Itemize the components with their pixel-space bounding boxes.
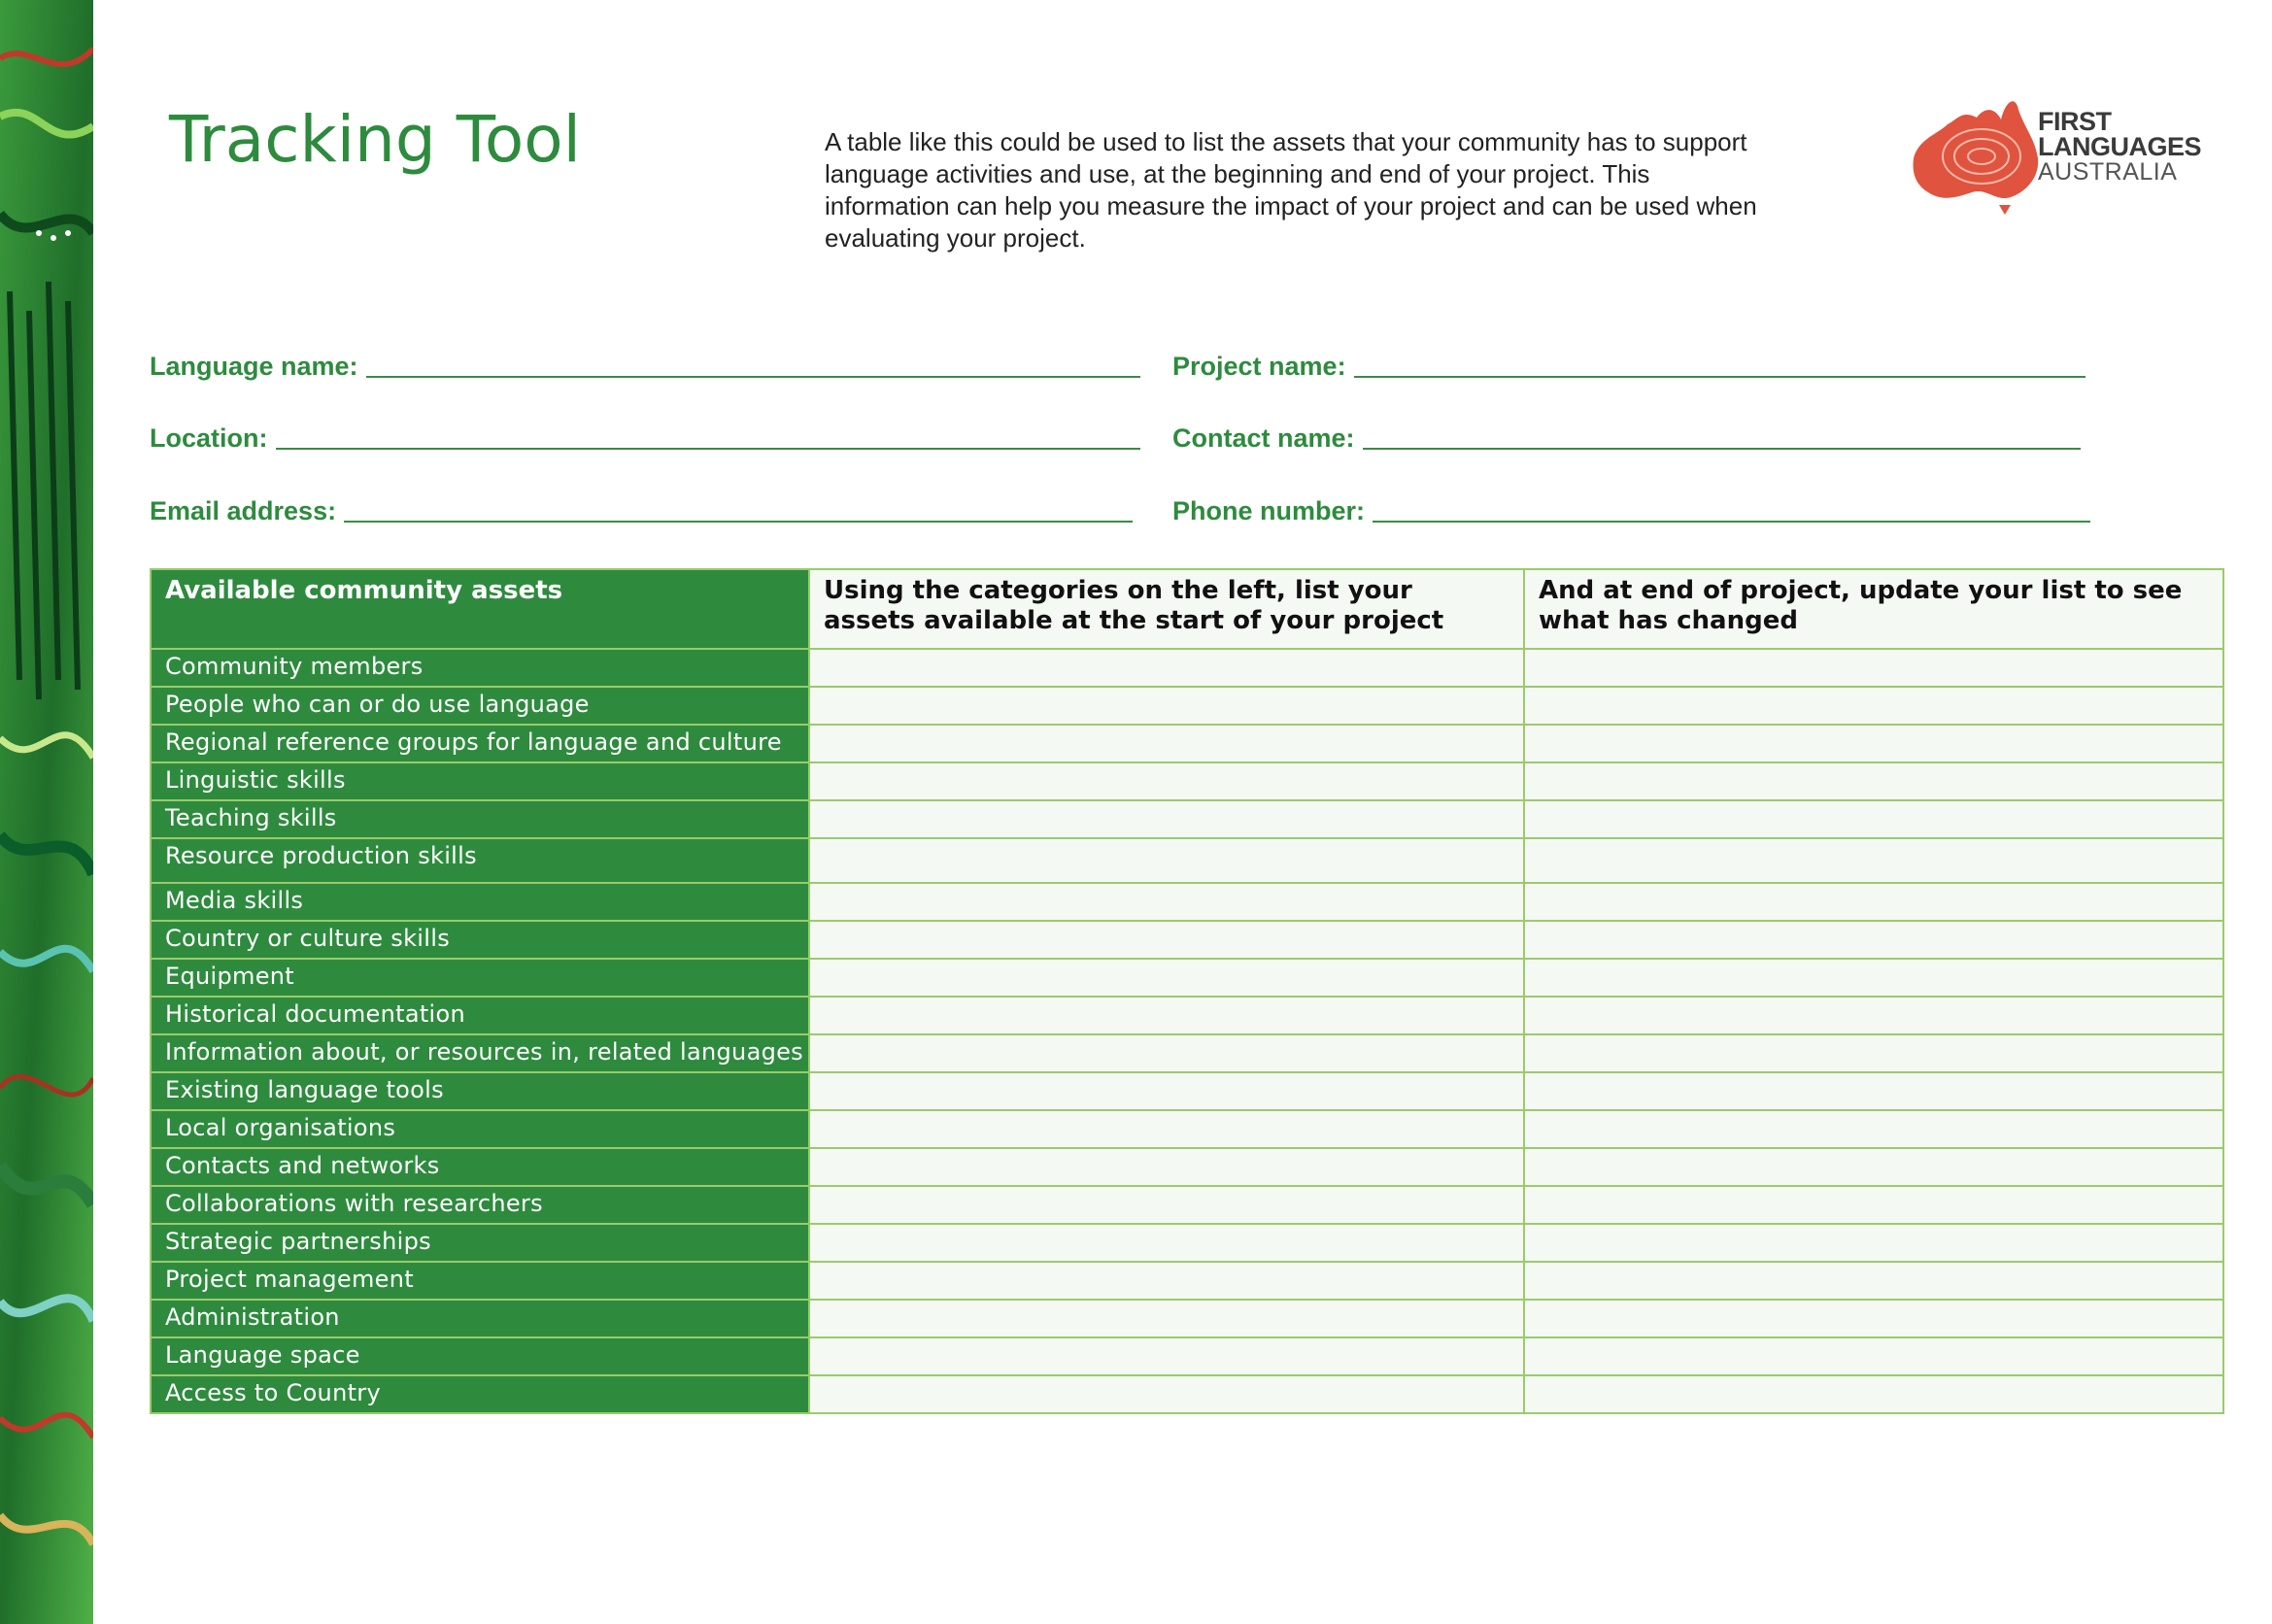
- phone-number-label: Phone number:: [1172, 496, 1366, 525]
- table-row: [151, 800, 2223, 838]
- start-cell[interactable]: [809, 1186, 1524, 1224]
- row-label: Language space: [151, 1337, 809, 1375]
- table-row: [151, 1375, 2223, 1413]
- end-cell[interactable]: [1524, 1300, 2223, 1337]
- end-cell[interactable]: [1524, 921, 2223, 959]
- phone-number-line[interactable]: [1373, 520, 2090, 523]
- start-cell[interactable]: [809, 1072, 1524, 1110]
- end-cell[interactable]: [1524, 883, 2223, 921]
- end-cell[interactable]: [1524, 725, 2223, 762]
- end-cell[interactable]: [1524, 649, 2223, 687]
- row-label: Community members: [151, 649, 809, 687]
- table-row: [151, 921, 2223, 959]
- email-address-label: Email address:: [150, 496, 337, 525]
- email-address-line[interactable]: [344, 520, 1133, 523]
- language-name-label: Language name:: [150, 352, 358, 381]
- table-row: [151, 649, 2223, 687]
- row-label: Project management: [151, 1262, 809, 1300]
- assets-table: [150, 568, 2224, 1414]
- table-row: [151, 1072, 2223, 1110]
- location-field[interactable]: [150, 423, 1140, 454]
- table-row: [151, 1186, 2223, 1224]
- start-cell[interactable]: [809, 1262, 1524, 1300]
- table-row: [151, 1337, 2223, 1375]
- row-label: Access to Country: [151, 1375, 809, 1413]
- location-label: Location:: [150, 423, 268, 453]
- row-label: Regional reference groups for language and culture: [151, 725, 809, 762]
- phone-number-field[interactable]: [1172, 496, 2090, 526]
- start-cell[interactable]: [809, 1148, 1524, 1186]
- end-cell[interactable]: [1524, 1262, 2223, 1300]
- table-row: [151, 997, 2223, 1034]
- table-row: [151, 959, 2223, 997]
- start-cell[interactable]: [809, 1110, 1524, 1148]
- end-cell[interactable]: [1524, 838, 2223, 883]
- start-cell[interactable]: [809, 1375, 1524, 1413]
- start-cell[interactable]: [809, 687, 1524, 725]
- row-label: Administration: [151, 1300, 809, 1337]
- row-label: Linguistic skills: [151, 762, 809, 800]
- end-cell[interactable]: [1524, 1337, 2223, 1375]
- row-label: Equipment: [151, 959, 809, 997]
- end-cell[interactable]: [1524, 1224, 2223, 1262]
- table-row: [151, 1224, 2223, 1262]
- end-cell[interactable]: [1524, 762, 2223, 800]
- page-title: Tracking Tool: [169, 102, 581, 177]
- start-cell[interactable]: [809, 1337, 1524, 1375]
- contact-name-field[interactable]: [1172, 423, 2081, 454]
- table-header-row: [151, 569, 2223, 649]
- table-row: [151, 1110, 2223, 1148]
- start-cell[interactable]: [809, 1300, 1524, 1337]
- end-cell[interactable]: [1524, 959, 2223, 997]
- end-cell[interactable]: [1524, 1375, 2223, 1413]
- row-label: Teaching skills: [151, 800, 809, 838]
- table-row: [151, 1034, 2223, 1072]
- table-row: [151, 1262, 2223, 1300]
- start-cell[interactable]: [809, 1224, 1524, 1262]
- row-label: Contacts and networks: [151, 1148, 809, 1186]
- start-cell[interactable]: [809, 649, 1524, 687]
- contact-name-label: Contact name:: [1172, 423, 1355, 453]
- row-label: Historical documentation: [151, 997, 809, 1034]
- end-cell[interactable]: [1524, 1110, 2223, 1148]
- start-cell[interactable]: [809, 838, 1524, 883]
- start-cell[interactable]: [809, 921, 1524, 959]
- project-name-line[interactable]: [1354, 375, 2085, 378]
- row-label: People who can or do use language: [151, 687, 809, 725]
- end-cell[interactable]: [1524, 997, 2223, 1034]
- table-row: [151, 1300, 2223, 1337]
- row-label: Country or culture skills: [151, 921, 809, 959]
- end-cell[interactable]: [1524, 1148, 2223, 1186]
- start-cell[interactable]: [809, 1034, 1524, 1072]
- start-cell[interactable]: [809, 997, 1524, 1034]
- header-end: And at end of project, update your list to see what has changed: [1524, 569, 2223, 649]
- table-row: [151, 838, 2223, 883]
- row-label: Strategic partnerships: [151, 1224, 809, 1262]
- decorative-art-strip: [0, 0, 93, 1624]
- table-row: [151, 1148, 2223, 1186]
- start-cell[interactable]: [809, 959, 1524, 997]
- row-label: Existing language tools: [151, 1072, 809, 1110]
- location-line[interactable]: [276, 447, 1141, 450]
- end-cell[interactable]: [1524, 1034, 2223, 1072]
- start-cell[interactable]: [809, 883, 1524, 921]
- logo-text: FIRST LANGUAGES AUSTRALIA: [2038, 107, 2202, 186]
- row-label: Media skills: [151, 883, 809, 921]
- end-cell[interactable]: [1524, 1186, 2223, 1224]
- contact-name-line[interactable]: [1363, 447, 2081, 450]
- language-name-line[interactable]: [366, 375, 1140, 378]
- end-cell[interactable]: [1524, 1072, 2223, 1110]
- start-cell[interactable]: [809, 725, 1524, 762]
- end-cell[interactable]: [1524, 687, 2223, 725]
- table-row: [151, 687, 2223, 725]
- language-name-field[interactable]: [150, 352, 1140, 382]
- start-cell[interactable]: [809, 800, 1524, 838]
- table-row: [151, 883, 2223, 921]
- row-label: Collaborations with researchers: [151, 1186, 809, 1224]
- table-row: [151, 762, 2223, 800]
- row-label: Information about, or resources in, related languages: [151, 1034, 809, 1072]
- start-cell[interactable]: [809, 762, 1524, 800]
- header-assets: Available community assets: [151, 569, 809, 649]
- table-row: [151, 725, 2223, 762]
- project-name-field[interactable]: [1172, 352, 2085, 382]
- row-label: Resource production skills: [151, 838, 809, 883]
- project-name-label: Project name:: [1172, 352, 1346, 381]
- email-address-field[interactable]: [150, 496, 1133, 526]
- row-label: Local organisations: [151, 1110, 809, 1148]
- header-start: Using the categories on the left, list your assets available at the start of your project: [809, 569, 1524, 649]
- end-cell[interactable]: [1524, 800, 2223, 838]
- intro-text: A table like this could be used to list the assets that your community has to support language activities and use, at the beginning and end of your project. This information can help you measure the impact of your project and can be used when evaluating your project.: [825, 127, 1757, 253]
